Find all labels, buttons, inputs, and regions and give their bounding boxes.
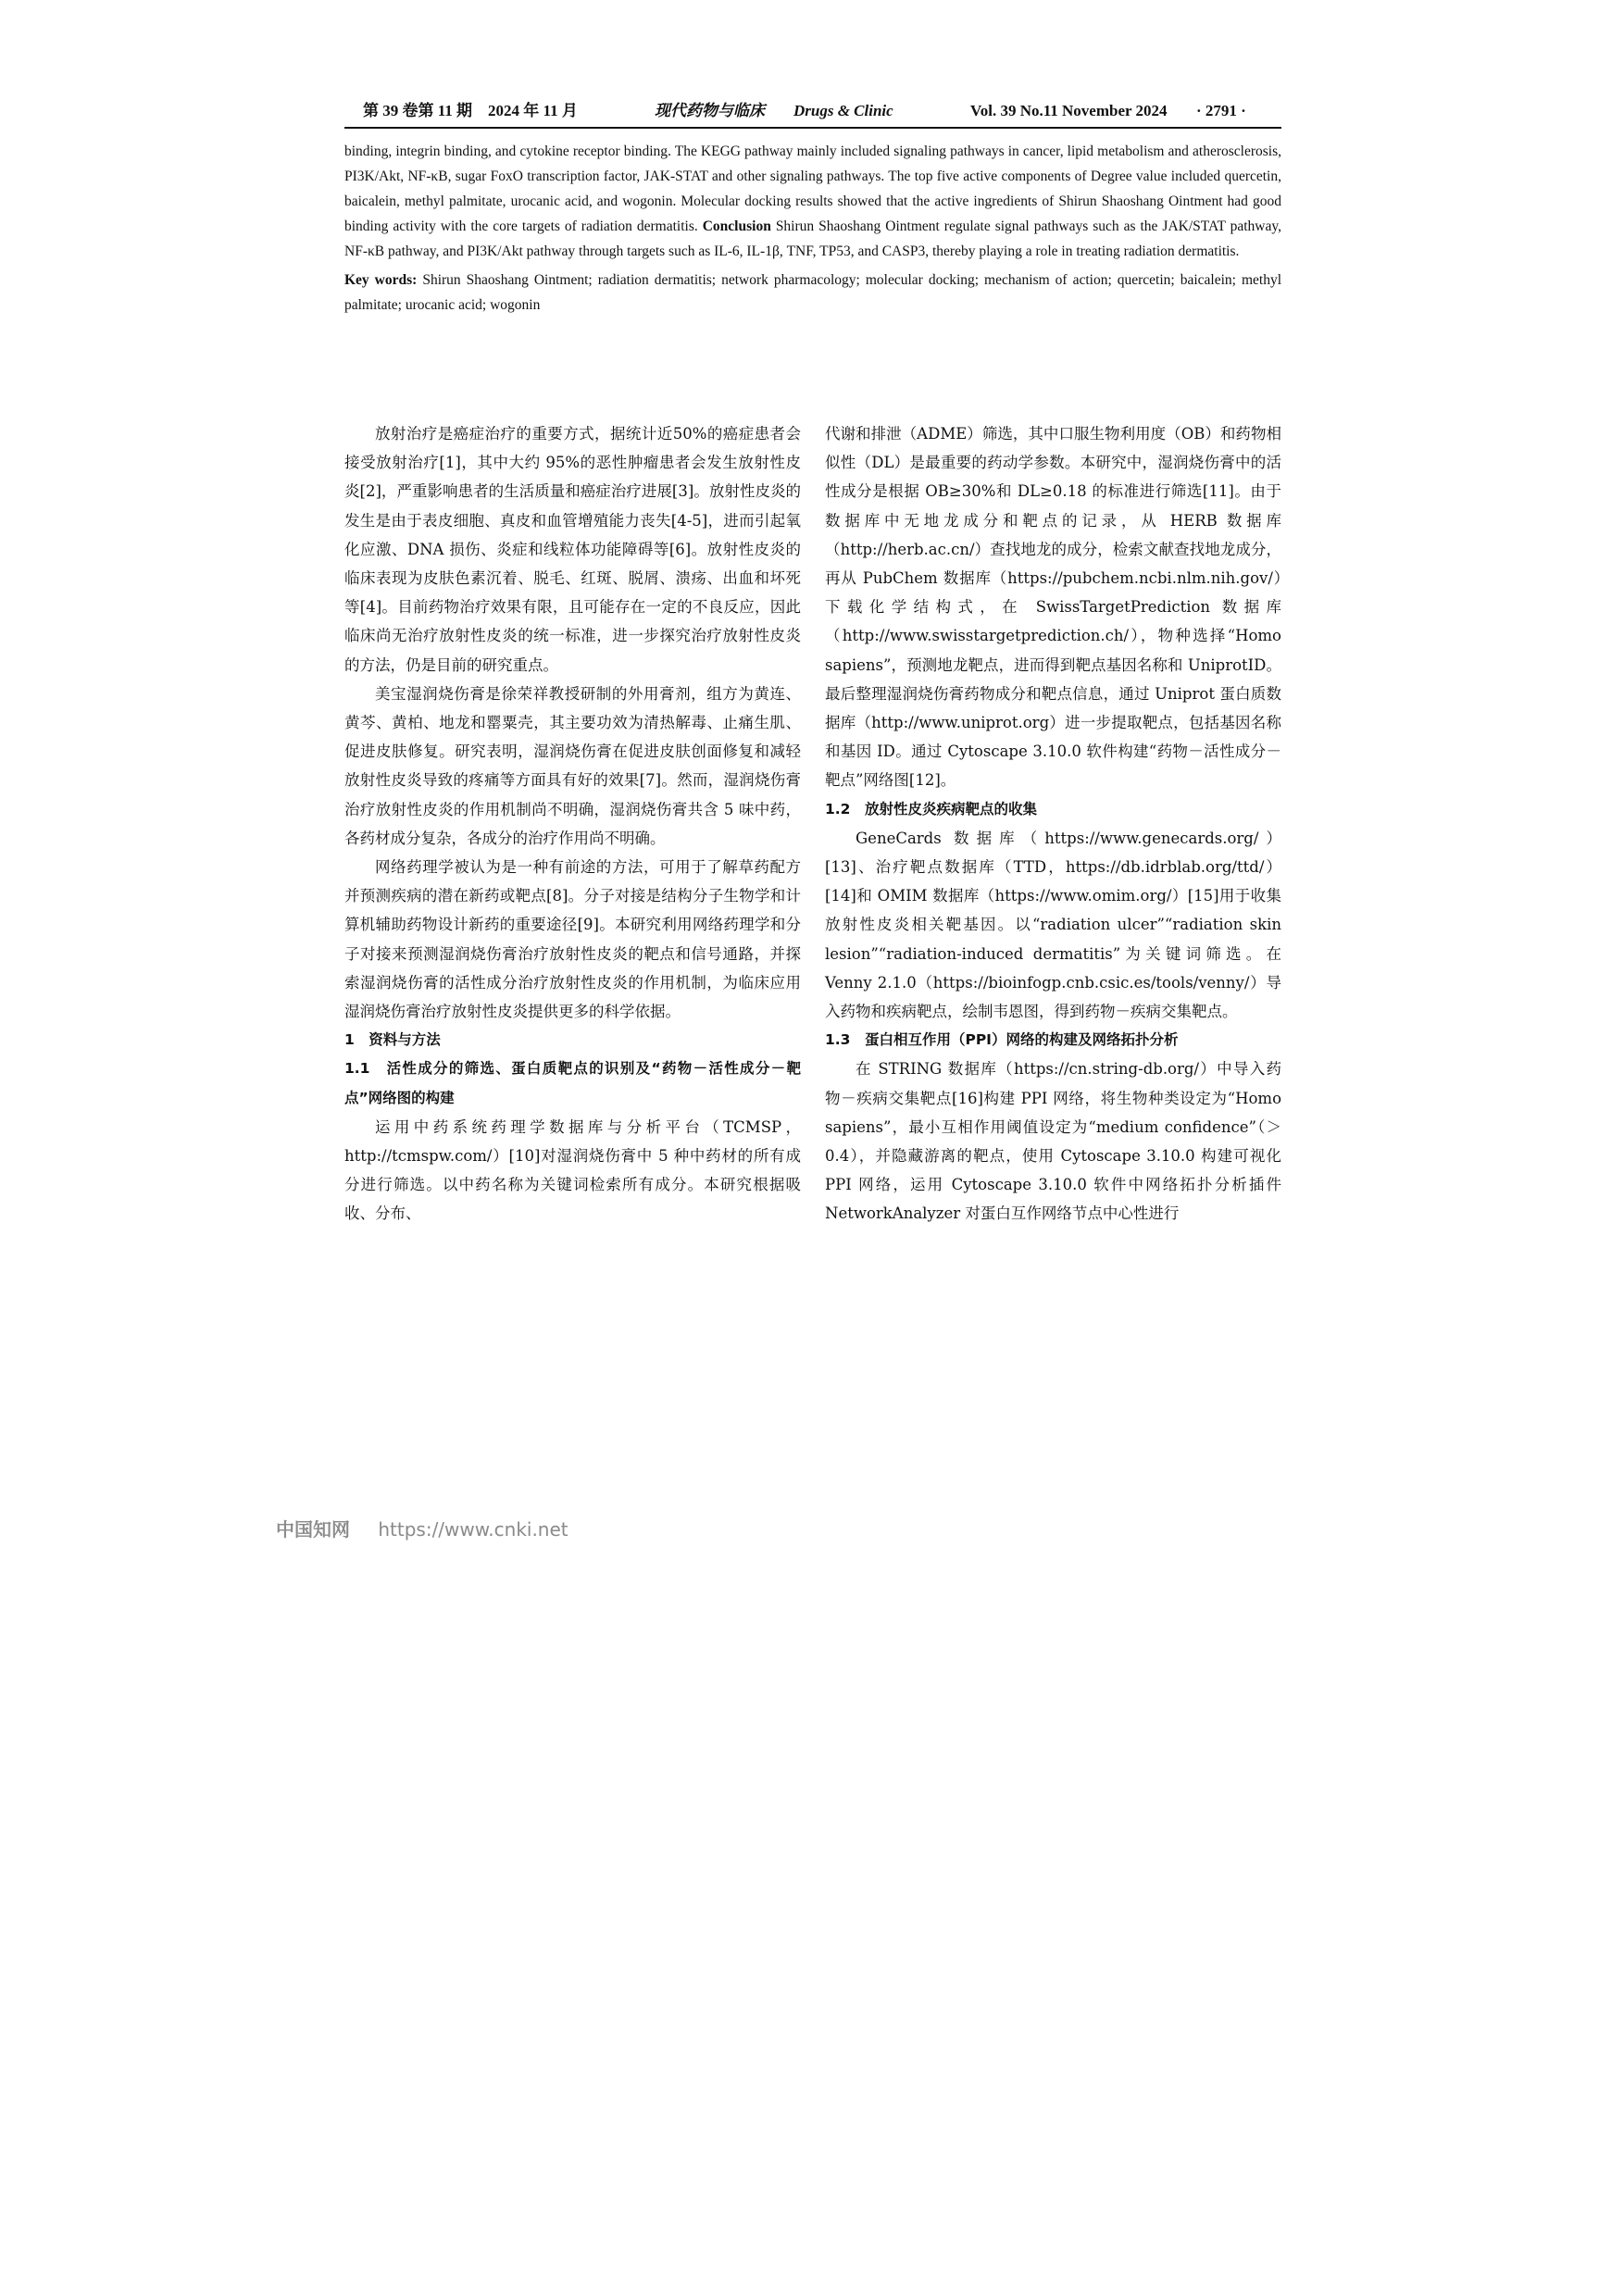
keywords-text: Shirun Shaoshang Ointment; radiation dermatitis; network pharmacology; molecular docking; mechanism of action; quercetin; baicalein; methyl palmitate; urocanic acid; wogonin xyxy=(344,272,1282,313)
issue-info: 第 39 卷第 11 期 2024 年 11 月 xyxy=(363,102,578,119)
abstract-text xyxy=(344,139,1281,264)
right-column xyxy=(825,419,1281,1229)
journal-name-cn: 现代药物与临床 xyxy=(655,102,765,119)
paragraph-intro-3: 网络药理学被认为是一种有前途的方法，可用于了解草药配方并预测疾病的潜在新药或靶点[8]。分子对接是结构分子生物学和计算机辅助药物设计新药的重要途径[9]。本研究利用网络药理学和分子对接来预测湿润烧伤膏治疗放射性皮炎的靶点和信号通路，并探索湿润烧伤膏的活性成分治疗放射性皮炎的作用机制，为临床应用湿润烧伤膏治疗放射性皮炎提供更多的科学依据。 xyxy=(344,858,801,1021)
page-number: · 2791 · xyxy=(1196,102,1246,119)
section-heading-1-3: 1.3 蛋白相互作用（PPI）网络的构建及网络拓扑分析 xyxy=(825,1031,1179,1049)
abstract-results: binding, integrin binding, and cytokine receptor binding. The KEGG pathway mainly included signaling pathways in cancer, lipid metabolism and atherosclerosis, PI3K/Akt, NF-κB, sugar FoxO transcription factor, JAK-STAT and other signaling pathways. The top five active components of Degree value included quercetin, baicalein, methyl palmitate, urocanic acid, and wogonin. Molecular docking results showed that the active ingredients of Shirun Shaoshang Ointment had good binding activity with the core targets of radiation dermatitis. xyxy=(344,144,1281,234)
cnki-footer xyxy=(276,1515,568,1542)
section-heading-1: 1 资料与方法 xyxy=(344,1031,441,1049)
keywords-label: Key words: xyxy=(344,272,418,288)
cnki-url[interactable]: https://www.cnki.net xyxy=(378,1518,568,1541)
paragraph-methods-3: GeneCards 数据库（https://www.genecards.org/）[13]、治疗靶点数据库（TTD，https://db.idrblab.org/ttd/）[14]和 OMIM 数据库（https://www.omim.org/）[15]用于收集放射性皮炎相关靶基因。以“radiation ulcer”“radiation skin lesion”“radiation-induced dermatitis”为关键词筛选。在 Venny 2.1.0（https://bioinfogp.cnb.csic.es/tools/venny/）导入药物和疾病靶点，绘制韦恩图，得到药物－疾病交集靶点。 xyxy=(825,829,1281,1021)
paragraph-methods-4: 在 STRING 数据库（https://cn.string-db.org/）中导入药物－疾病交集靶点[16]构建 PPI 网络，将生物种类设定为“Homo sapiens”，最小互相作用阈值设定为“medium confidence”（＞0.4），并隐藏游离的靶点，使用 Cytoscape 3.10.0 构建可视化 PPI 网络，运用 Cytoscape 3.10.0 软件中网络拓扑分析插件 NetworkAnalyzer 对蛋白互作网络节点中心性进行 xyxy=(825,1060,1281,1223)
cnki-brand: 中国知网 xyxy=(276,1518,350,1541)
volume-info: Vol. 39 No.11 November 2024 xyxy=(970,102,1168,119)
running-header xyxy=(344,99,1281,129)
paragraph-intro-2: 美宝湿润烧伤膏是徐荣祥教授研制的外用膏剂，组方为黄连、黄芩、黄柏、地龙和罂粟壳，其主要功效为清热解毒、止痛生肌、促进皮肤修复。研究表明，湿润烧伤膏在促进皮肤创面修复和减轻放射性皮炎导致的疼痛等方面具有好的效果[7]。然而，湿润烧伤膏治疗放射性皮炎的作用机制尚不明确，湿润烧伤膏共含 5 味中药，各药材成分复杂，各成分的治疗作用尚不明确。 xyxy=(344,684,801,847)
journal-name-en: Drugs & Clinic xyxy=(793,102,893,119)
abstract-block xyxy=(344,139,1281,318)
section-heading-1-1: 1.1 活性成分的筛选、蛋白质靶点的识别及“药物－活性成分－靶点”网络图的构建 xyxy=(344,1060,801,1106)
paragraph-methods-1: 运用中药系统药理学数据库与分析平台（TCMSP，http://tcmspw.com/）[10]对湿润烧伤膏中 5 种中药材的所有成分进行筛选。以中药名称为关键词检索所有成分。本研究根据吸收、分布、 xyxy=(344,1117,801,1223)
section-heading-1-2: 1.2 放射性皮炎疾病靶点的收集 xyxy=(825,800,1037,817)
keywords xyxy=(344,268,1281,318)
conclusion-label: Conclusion xyxy=(702,218,771,234)
conclusion-text: Shirun Shaoshang Ointment regulate signal pathways such as the JAK/STAT pathway, NF-κB pathway, and PI3K/Akt pathway through targets such as IL-6, IL-1β, TNF, TP53, and CASP3, thereby playing a role in treating radiation dermatitis. xyxy=(344,218,1282,259)
left-column xyxy=(344,419,801,1229)
paragraph-methods-2: 代谢和排泄（ADME）筛选，其中口服生物利用度（OB）和药物相似性（DL）是最重要的药动学参数。本研究中，湿润烧伤膏中的活性成分是根据 OB≥30%和 DL≥0.18 的标准进行筛选[11]。由于数据库中无地龙成分和靶点的记录，从 HERB 数据库（http://herb.ac.cn/）查找地龙的成分，检索文献查找地龙成分，再从 PubChem 数据库（https://pubchem.ncbi.nlm.nih.gov/）下载化学结构式，在 SwissTargetPrediction 数据库（http://www.swisstargetprediction.ch/），物种选择“Homo sapiens”，预测地龙靶点，进而得到靶点基因名称和 UniprotID。最后整理湿润烧伤膏药物成分和靶点信息，通过 Uniprot 蛋白质数据库（http://www.uniprot.org）进一步提取靶点，包括基因名称和基因 ID。通过 Cytoscape 3.10.0 软件构建“药物－活性成分－靶点”网络图[12]。 xyxy=(825,425,1281,790)
paragraph-intro-1: 放射治疗是癌症治疗的重要方式，据统计近50%的癌症患者会接受放射治疗[1]，其中大约 95%的恶性肿瘤患者会发生放射性皮炎[2]，严重影响患者的生活质量和癌症治疗进展[3]。放射性皮炎的发生是由于表皮细胞、真皮和血管增殖能力丧失[4-5]，进而引起氧化应激、DNA 损伤、炎症和线粒体功能障碍等[6]。放射性皮炎的临床表现为皮肤色素沉着、脱毛、红斑、脱屑、溃疡、出血和坏死等[4]。目前药物治疗效果有限，且可能存在一定的不良反应，因此临床尚无治疗放射性皮炎的统一标准，进一步探究治疗放射性皮炎的方法，仍是目前的研究重点。 xyxy=(344,425,801,674)
